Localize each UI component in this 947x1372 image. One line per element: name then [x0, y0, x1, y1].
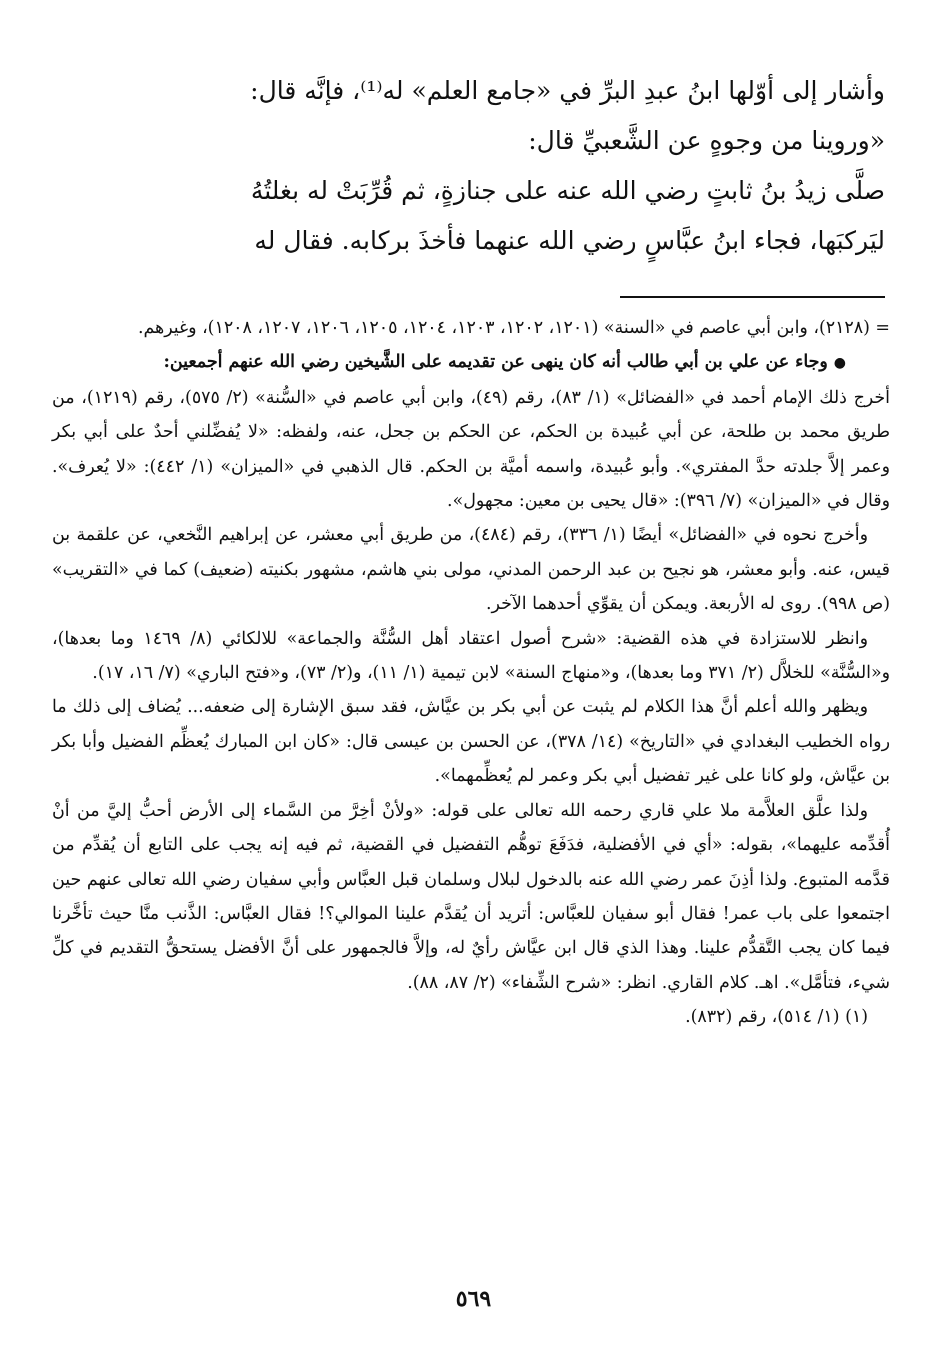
- footnote-paragraph: أخرج ذلك الإمام أحمد في «الفضائل» (١/ ٨٣)، رقم (٤٩)، وابن أبي عاصم في «السُّنة» (٢/ ٥٧٥)، رقم (١٢١٩)، من طريق محمد بن طلحة، عن أبي عُبيدة بن الحكم، عن الحكم بن جحل، عنه، ولفظه: «لا يُفضِّلني أحدٌ على أبي بكر وعمر إلاَّ جلدته حدَّ المفتري». وأبو عُبيدة، واسمه أميَّة بن الحكم. قال الذهبي في «الميزان» (١/ ٤٤٢): «لا يُعرف». وقال في «الميزان» (٧/ ٣٩٦): «قال يحيى بن معين: مجهول».: [52, 387, 891, 512]
- footnote-separator: [620, 296, 885, 298]
- footnote-paragraph: وأخرج نحوه في «الفضائل» أيضًا (١/ ٣٣٦)، رقم (٤٨٤)، من طريق أبي معشر، عن إبراهيم النَّخعي، عن علقمة بن قيس، عنه. وأبو معشر، هو نجيح بن عبد الرحمن المدني، مولى بني هاشم، مشهور بكنيته (ضعيف) كما في «التقريب» (ص ٩٩٨). روى له الأربعة. ويمكن أن يقوِّي أحدهما الآخر.: [52, 525, 890, 615]
- main-text-line-2: «وروينا من وجوهٍ عن الشَّعبيِّ قال:: [528, 126, 885, 155]
- footnote-bullet-text: وجاء عن علي بن أبي طالب أنه كان ينهى عن تقديمه على الشَّيخين رضي الله عنهم أجمعين:: [163, 352, 828, 373]
- main-text-line-3: صلَّى زيدُ بنُ ثابتٍ رضي الله عنه على جنازةٍ، ثم قُرِّبَتْ له بغلتُهُ: [250, 176, 885, 205]
- footnote-bullet-heading: [52, 345, 890, 380]
- footnote-continuation: = (٢١٢٨)، وابن أبي عاصم في «السنة» (١٢٠١، ١٢٠٢، ١٢٠٣، ١٢٠٤، ١٢٠٥، ١٢٠٦، ١٢٠٧، ١٢٠٨)، وغيرهم.: [137, 318, 890, 338]
- footnote-paragraph: ولذا علَّق العلاَّمة ملا علي قاري رحمه الله تعالى على قوله: «ولأنْ أخِرَّ من السَّماء إلى الأرض أحبُّ إليَّ من أنْ أُقدِّمه عليهما»، بقوله: «أي في الأفضلية، فدَفَعَ توهُّم التفضيل في القضية، ثم فيه إنه يجب على التابع أن يُقدِّم من قدَّمه المتبوع. ولذا أذِنَ عمر رضي الله عنه بالدخول لبلال وسلمان قبل العبَّاس وأبي سفيان رضي الله تعالى عنهم حين اجتمعوا على باب عمر! فقال أبو سفيان للعبَّاس: أتريد أن يُقدَّم علينا الموالي؟! فقال العبَّاس: الذَّنب منَّا حيث تأخَّرنا فيما كان يجب التَّقدُّم علينا. وهذا الذي قال ابن عيَّاش رأيٌ له، وإلاَّ فالجمهور على أنَّ الأفضل يستحقُّ التقديم في كلِّ شيء، فتأمَّل». اهـ. كلام القاري. انظر: «شرح الشِّفاء» (٢/ ٨٧، ٨٨).: [52, 800, 890, 993]
- main-text-line-1: وأشار إلى أوّلها ابنُ عبدِ البرِّ في «جامع العلم» له⁽¹⁾، فإنَّه قال:: [250, 76, 885, 105]
- main-text-line-4: ليَركبَها، فجاء ابنُ عبَّاسٍ رضي الله عنهما فأخذَ بركابه. فقال له: [254, 226, 885, 255]
- main-text-block: [55, 66, 885, 266]
- bullet-icon: ●: [833, 355, 846, 372]
- footnote-paragraph: وانظر للاستزادة في هذه القضية: «شرح أصول اعتقاد أهل السُّنَّة والجماعة» للالكائي (٨/ ١٤٦٩ وما بعدها)، و«السُّنَّة» للخلاَّل (٢/ ٣٧١ وما بعدها)، و«منهاج السنة» لابن تيمية (١/ ١١)، و(٢/ ٧٣)، و«فتح الباري» (٧/ ١٦، ١٧).: [52, 628, 890, 684]
- footnote-reference: (١) (١/ ٥١٤)، رقم (٨٣٢).: [685, 1007, 868, 1028]
- footnotes-block: [52, 311, 890, 1035]
- footnote-paragraph: ويظهر والله أعلم أنَّ هذا الكلام لم يثبت عن أبي بكر بن عيَّاش، فقد سبق الإشارة إلى ضعفه... يُضاف إلى ذلك ما رواه الخطيب البغدادي في «التاريخ» (١٤/ ٣٧٨)، عن الحسن بن عيسى قال: «كان ابن المبارك يُعظِّم الفضيل وأبا بكر بن عيَّاش، ولو كانا على غير تفضيل أبي بكر وعمر لم يُعظِّمهما».: [52, 697, 890, 787]
- page-number: ٥٦٩: [455, 1286, 492, 1312]
